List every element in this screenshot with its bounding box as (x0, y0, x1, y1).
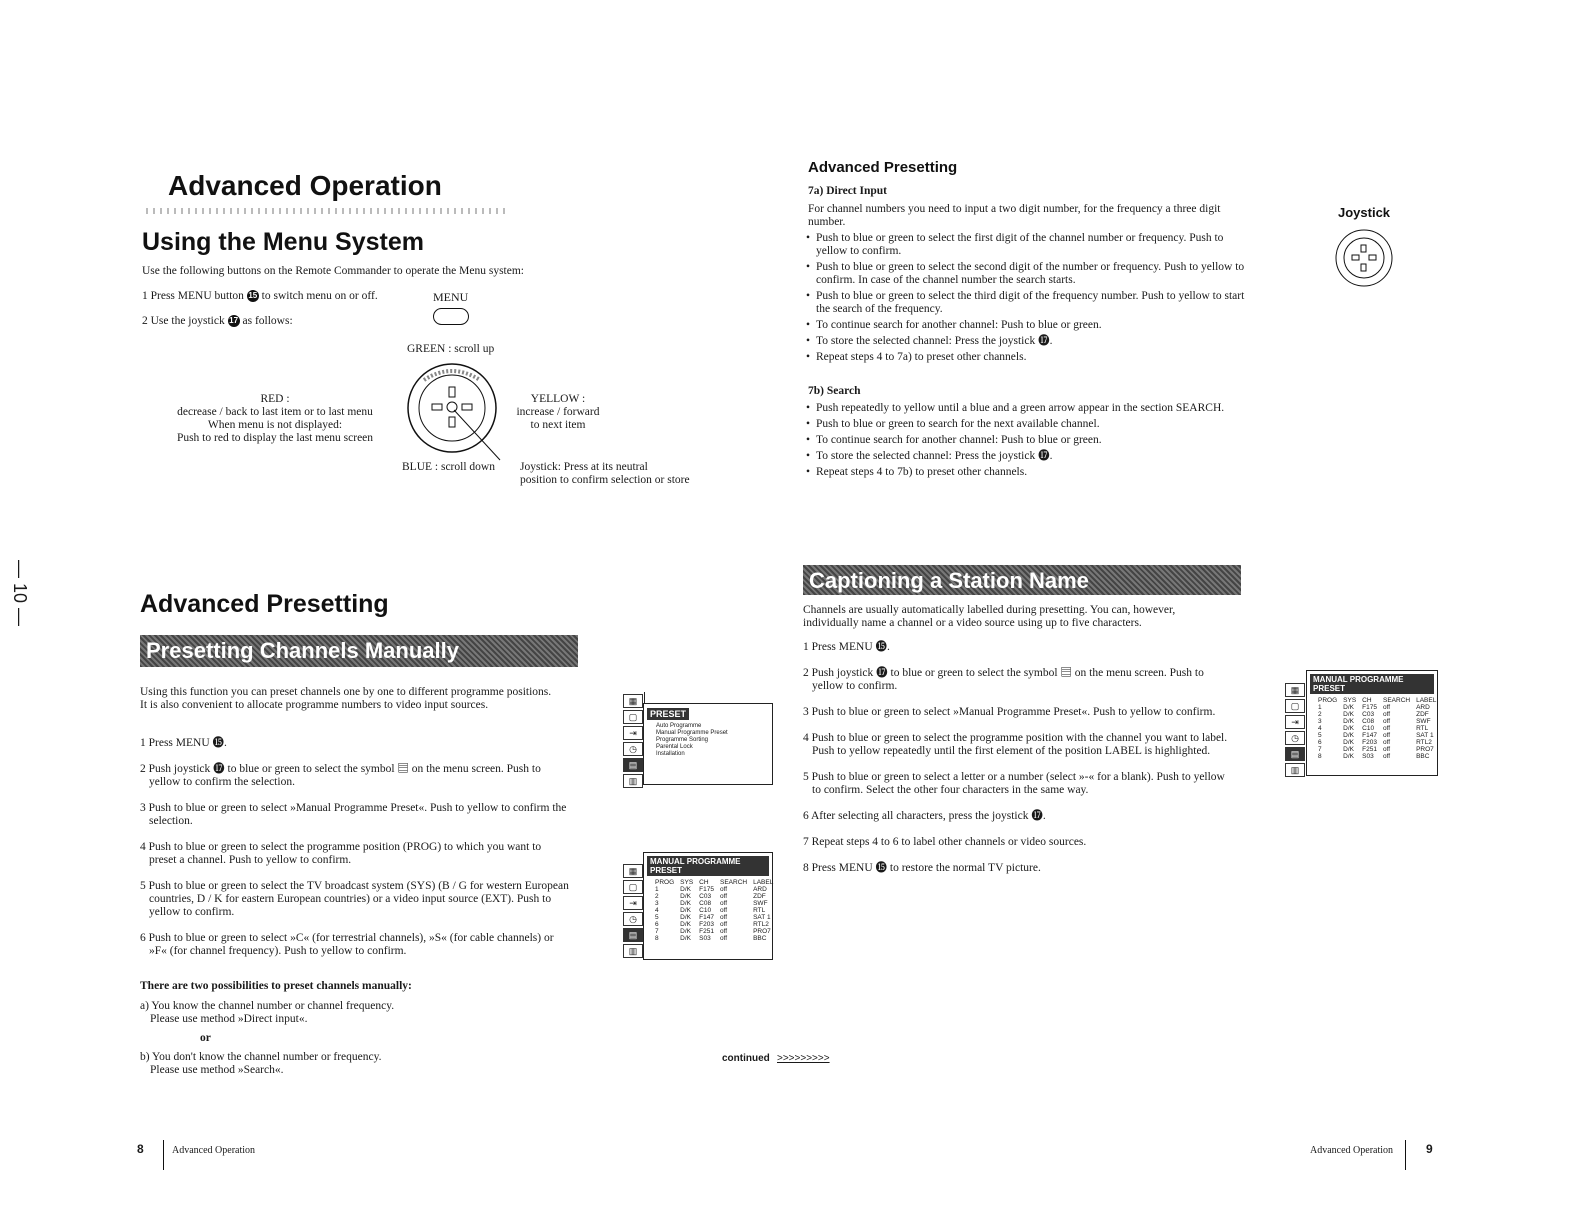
yellow-line: increase / forward (516, 406, 600, 418)
continued-label: continued (722, 1053, 770, 1064)
cell: off (1383, 732, 1391, 739)
cell: D/K (680, 886, 691, 893)
direct-input-bullets (806, 232, 1246, 367)
input-icon: ⇥ (1285, 715, 1305, 729)
table-row (1315, 718, 1439, 725)
page-side-marker: — 10 — (10, 560, 30, 627)
cell: D/K (680, 935, 691, 942)
cell: off (1383, 718, 1391, 725)
search-bullet: • To continue search for another channel: Push to blue or green. (806, 434, 1246, 447)
cell: 1 (1318, 704, 1322, 711)
footer-text-left: Advanced Operation (172, 1145, 256, 1156)
cell: C10 (1362, 725, 1375, 732)
footer-page-right: 9 (1426, 1142, 1433, 1156)
presetting-step: 5 Push to blue or green to select the TV broadcast system (SYS) (B / G for western European countries, D / K for eastern European countries) or a video input source (EXT). Push to yellow to confirm. (140, 880, 569, 918)
bars-icon: ▥ (623, 944, 643, 958)
ref-badge: 15 (248, 291, 258, 301)
grid-icon: ▦ (623, 864, 643, 878)
cell: D/K (1343, 746, 1354, 753)
cell: ARD (753, 886, 767, 893)
or-label: or (200, 1032, 211, 1044)
presetting-intro: Using this function you can preset channels one by one to different programme positions. It is also convenient to allocate programme numbers to video input sources. (140, 686, 552, 711)
cell: F175 (699, 886, 714, 893)
cell: 7 (1318, 746, 1322, 753)
cell: C03 (699, 893, 712, 900)
table-row (652, 928, 776, 935)
cell: D/K (680, 893, 691, 900)
cell: SWF (753, 900, 768, 907)
input-icon: ⇥ (623, 726, 643, 740)
menu-step-2-end: as follows: (242, 315, 293, 327)
table-header (1315, 697, 1439, 704)
table-row (1315, 753, 1439, 760)
menu-system-heading: Using the Menu System (142, 228, 424, 256)
column-header: LABEL (753, 879, 774, 886)
search-bullets (806, 402, 1246, 482)
footer-text-right: Advanced Operation (1310, 1145, 1394, 1156)
cell: off (720, 900, 728, 907)
bars-icon: ▥ (623, 774, 643, 788)
direct-bullet: • To store the selected channel: Press the joystick ⓱. (806, 335, 1246, 348)
table-row (652, 935, 776, 942)
direct-bullet: • Push to blue or green to select the second digit of the number or frequency. Push to yellow to confirm. In case of the channel number the search starts. (806, 261, 1246, 287)
table-row (1315, 732, 1439, 739)
joystick-label: Joystick (1338, 205, 1391, 220)
cell: C10 (699, 907, 712, 914)
cell: D/K (680, 907, 691, 914)
cell: ZDF (753, 893, 766, 900)
cell: 4 (655, 907, 659, 914)
captioning-step: 5 Push to blue or green to select a letter or a number (select »-« for a blank). Push to yellow to confirm. Select the other four characters in the same way. (803, 771, 1225, 796)
presetting-step: 6 Push to blue or green to select »C« (for terrestrial channels), »S« (for cable channels) or »F« (for channel frequency). Push to yellow to confirm. (140, 932, 554, 957)
continued-arrows: >>>>>>>>> (777, 1053, 830, 1064)
cell: off (1383, 725, 1391, 732)
menu-step-2 (142, 315, 293, 328)
cell: 3 (1318, 718, 1322, 725)
cell: BBC (1416, 753, 1430, 760)
cell: 3 (655, 900, 659, 907)
cell: F147 (699, 914, 714, 921)
cell: 7 (655, 928, 659, 935)
preset-menu-item: Auto Programme (656, 723, 702, 729)
preset-menu-title: PRESET (647, 708, 689, 720)
captioning-step: 6 After selecting all characters, press the joystick ⓱. (803, 810, 1046, 822)
cell: F251 (1362, 746, 1377, 753)
presetting-step: 4 Push to blue or green to select the programme position (PROG) to which you want to preset a channel. Push to yellow to confirm. (140, 841, 542, 866)
manual-menu-table (652, 879, 776, 942)
manual-menu-table (1315, 697, 1439, 760)
cell: RTL (1416, 725, 1429, 732)
cell: 5 (1318, 732, 1322, 739)
captioning-step: 8 Press MENU ⓯ to restore the normal TV picture. (803, 862, 1041, 874)
cell: off (720, 914, 728, 921)
preset-menu-item: Parental Lock (656, 744, 693, 750)
option-a (140, 1000, 394, 1026)
cell: 8 (1318, 753, 1322, 760)
presetting-step: 3 Push to blue or green to select »Manual Programme Preset«. Push to yellow to confirm the selection. (140, 802, 567, 827)
joystick-note (520, 461, 690, 487)
cell: PRO7 (753, 928, 771, 935)
cell: D/K (1343, 732, 1354, 739)
preset-menu (643, 703, 773, 785)
option-b-line: Please use method »Search«. (150, 1064, 284, 1076)
screen-icon: ▢ (623, 880, 643, 894)
table-row (1315, 711, 1439, 718)
cell: D/K (1343, 704, 1354, 711)
cell: S03 (1362, 753, 1374, 760)
table-row (1315, 739, 1439, 746)
presetting-banner: Presetting Channels Manually (140, 635, 578, 667)
captioning-steps (803, 641, 1233, 888)
search-bullet: • To store the selected channel: Press the joystick ⓱. (806, 450, 1246, 463)
cell: 2 (1318, 711, 1322, 718)
red-line: When menu is not displayed: (207, 419, 343, 431)
cell: SAT 1 (753, 914, 771, 921)
preset-icon: ▤ (1285, 747, 1305, 761)
presetting-step: 1 Press MENU ⓯. (140, 737, 227, 749)
captioning-banner: Captioning a Station Name (803, 565, 1241, 595)
captioning-step: 7 Repeat steps 4 to 6 to label other channels or video sources. (803, 836, 1087, 848)
manual-preset-menu (643, 852, 773, 960)
joystick-diagram-icon (404, 360, 524, 470)
right-heading: Advanced Presetting (808, 159, 958, 176)
column-header: SYS (680, 879, 694, 886)
manual-menu-title: MANUAL PROGRAMME PRESET (647, 856, 769, 876)
cell: F251 (699, 928, 714, 935)
cell: 2 (655, 893, 659, 900)
menu-icon-column (622, 862, 645, 958)
column-header: CH (1362, 697, 1372, 704)
captioning-step: 2 Push joystick ⓱ to blue or green to select the symbol ▤ on the menu screen. Push to yellow to confirm. (803, 667, 1204, 692)
input-icon: ⇥ (623, 896, 643, 910)
cell: D/K (680, 921, 691, 928)
presetting-steps (140, 737, 570, 971)
cell: F147 (1362, 732, 1377, 739)
table-row (652, 921, 776, 928)
table-row (652, 907, 776, 914)
cell: C08 (1362, 718, 1375, 725)
section-title: Advanced Operation (168, 170, 442, 201)
menu-button-icon (433, 308, 469, 325)
table-row (1315, 725, 1439, 732)
cell: RTL2 (753, 921, 769, 928)
grid-icon: ▦ (1285, 683, 1305, 697)
captioning-intro: Channels are usually automatically labelled during presetting. You can, however, individually name a channel or a video source using up to five characters. (803, 604, 1176, 629)
yellow-line: YELLOW : (530, 393, 586, 405)
cell: SWF (1416, 718, 1431, 725)
red-line: decrease / back to last item or to last menu (177, 406, 373, 418)
footer-page-left: 8 (137, 1142, 144, 1156)
cell: PRO7 (1416, 746, 1434, 753)
table-row (1315, 704, 1439, 711)
manual-preset-menu-right (1306, 670, 1438, 776)
column-header: SYS (1343, 697, 1357, 704)
cell: C03 (1362, 711, 1375, 718)
clock-icon: ◷ (623, 742, 643, 756)
column-header: LABEL (1416, 697, 1437, 704)
preset-menu-items (656, 723, 772, 758)
cell: BBC (753, 935, 767, 942)
cell: 4 (1318, 725, 1322, 732)
joystick-icon (1334, 228, 1394, 288)
cell: SAT 1 (1416, 732, 1434, 739)
table-row (652, 893, 776, 900)
cell: 8 (655, 935, 659, 942)
menu-step-2-text: 2 Use the joystick (142, 315, 225, 327)
option-b-line: b) You don't know the channel number or frequency. (140, 1051, 382, 1063)
column-header: PROG (1318, 697, 1338, 704)
menu-icon-column (622, 692, 645, 784)
cell: D/K (680, 914, 691, 921)
cell: off (1383, 704, 1391, 711)
search-bullet: • Repeat steps 4 to 7b) to preset other channels. (806, 466, 1246, 479)
captioning-step: 3 Push to blue or green to select »Manual Programme Preset«. Push to yellow to confirm. (803, 706, 1216, 718)
cell: D/K (1343, 725, 1354, 732)
menu-step-1 (142, 290, 378, 303)
direct-bullet: • Repeat steps 4 to 7a) to preset other channels. (806, 351, 1246, 364)
menu-step-1-end: to switch menu on or off. (261, 290, 378, 302)
cell: RTL (753, 907, 766, 914)
cell: off (1383, 753, 1391, 760)
manual-menu-title: MANUAL PROGRAMME PRESET (1310, 674, 1434, 694)
preset-menu-item: Programme Sorting (656, 737, 709, 743)
presetting-step: 2 Push joystick ⓱ to blue or green to select the symbol ▤ on the menu screen. Push to yellow to confirm the selection. (140, 763, 541, 788)
cell: off (720, 935, 728, 942)
preset-menu-item: Installation (656, 751, 685, 757)
cell: off (1383, 739, 1391, 746)
cell: 5 (655, 914, 659, 921)
cell: ARD (1416, 704, 1430, 711)
direct-bullet: • To continue search for another channel: Push to blue or green. (806, 319, 1246, 332)
cell: D/K (1343, 711, 1354, 718)
preset-icon: ▤ (623, 758, 643, 772)
presetting-heading: Advanced Presetting (140, 590, 389, 618)
option-a-line: Please use method »Direct input«. (150, 1013, 308, 1025)
cell: off (1383, 711, 1391, 718)
cell: 6 (655, 921, 659, 928)
menu-button-label: MENU (433, 290, 469, 304)
red-line: RED : (260, 393, 290, 405)
menu-step-1-text: 1 Press MENU button (142, 290, 244, 302)
direct-bullet: • Push to blue or green to select the first digit of the channel number or frequency. Push to yellow to confirm. (806, 232, 1246, 258)
cell: D/K (1343, 739, 1354, 746)
cell: off (720, 893, 728, 900)
search-bullet: • Push to blue or green to search for the next available channel. (806, 418, 1246, 431)
title-underline-texture (146, 208, 506, 214)
column-header: SEARCH (1383, 697, 1411, 704)
table-row (652, 914, 776, 921)
cell: F175 (1362, 704, 1377, 711)
table-row (652, 900, 776, 907)
red-line: Push to red to display the last menu screen (176, 432, 374, 444)
red-label (160, 393, 390, 445)
column-header: CH (699, 879, 709, 886)
footer-divider-left (163, 1140, 164, 1170)
table-header (652, 879, 776, 886)
cell: off (720, 928, 728, 935)
menu-system-intro: Use the following buttons on the Remote Commander to operate the Menu system: (142, 265, 524, 277)
menu-icon-column (1284, 681, 1307, 773)
cell: 6 (1318, 739, 1322, 746)
screen-icon: ▢ (1285, 699, 1305, 713)
cell: off (1383, 746, 1391, 753)
blue-label: BLUE : scroll down (402, 461, 495, 473)
yellow-line: to next item (530, 419, 586, 431)
cell: S03 (699, 935, 711, 942)
cell: off (720, 921, 728, 928)
joystick-note-line: position to confirm selection or store (520, 474, 690, 486)
preset-icon: ▤ (623, 928, 643, 942)
cell: 1 (655, 886, 659, 893)
search-bullet: • Push repeatedly to yellow until a blue and a green arrow appear in the section SEARCH. (806, 402, 1246, 415)
cell: D/K (1343, 718, 1354, 725)
preset-menu-item: Manual Programme Preset (656, 730, 728, 736)
green-label: GREEN : scroll up (407, 343, 495, 355)
search-title: 7b) Search (808, 385, 861, 397)
option-a-line: a) You know the channel number or channel frequency. (140, 1000, 395, 1012)
footer-divider-right (1405, 1140, 1406, 1170)
direct-input-title: 7a) Direct Input (808, 185, 888, 197)
cell: C08 (699, 900, 712, 907)
cell: RTL2 (1416, 739, 1432, 746)
column-header: SEARCH (720, 879, 748, 886)
captioning-step: 1 Press MENU ⓯. (803, 641, 890, 653)
cell: off (720, 907, 728, 914)
cell: off (720, 886, 728, 893)
ref-badge: 17 (229, 316, 239, 326)
cell: D/K (680, 900, 691, 907)
clock-icon: ◷ (623, 912, 643, 926)
direct-input-intro: For channel numbers you need to input a two digit number, for the frequency a three digit number. (808, 203, 1221, 228)
cell: D/K (680, 928, 691, 935)
grid-icon: ▦ (623, 694, 643, 708)
joystick-note-line: Joystick: Press at its neutral (520, 461, 648, 473)
captioning-step: 4 Push to blue or green to select the programme position with the channel you want to label. Push to yellow repeatedly until the first element of the position LABEL is highlighted. (803, 732, 1228, 757)
table-row (1315, 746, 1439, 753)
clock-icon: ◷ (1285, 731, 1305, 745)
direct-bullet: • Push to blue or green to select the third digit of the frequency number. Push to yellow to start the search of the frequency. (806, 290, 1246, 316)
cell: ZDF (1416, 711, 1429, 718)
cell: D/K (1343, 753, 1354, 760)
cell: F203 (699, 921, 714, 928)
column-header: PROG (655, 879, 675, 886)
possibilities-title: There are two possibilities to preset channels manually: (140, 980, 412, 992)
bars-icon: ▥ (1285, 763, 1305, 777)
screen-icon: ▢ (623, 710, 643, 724)
cell: F203 (1362, 739, 1377, 746)
table-row (652, 886, 776, 893)
option-b (140, 1051, 382, 1077)
